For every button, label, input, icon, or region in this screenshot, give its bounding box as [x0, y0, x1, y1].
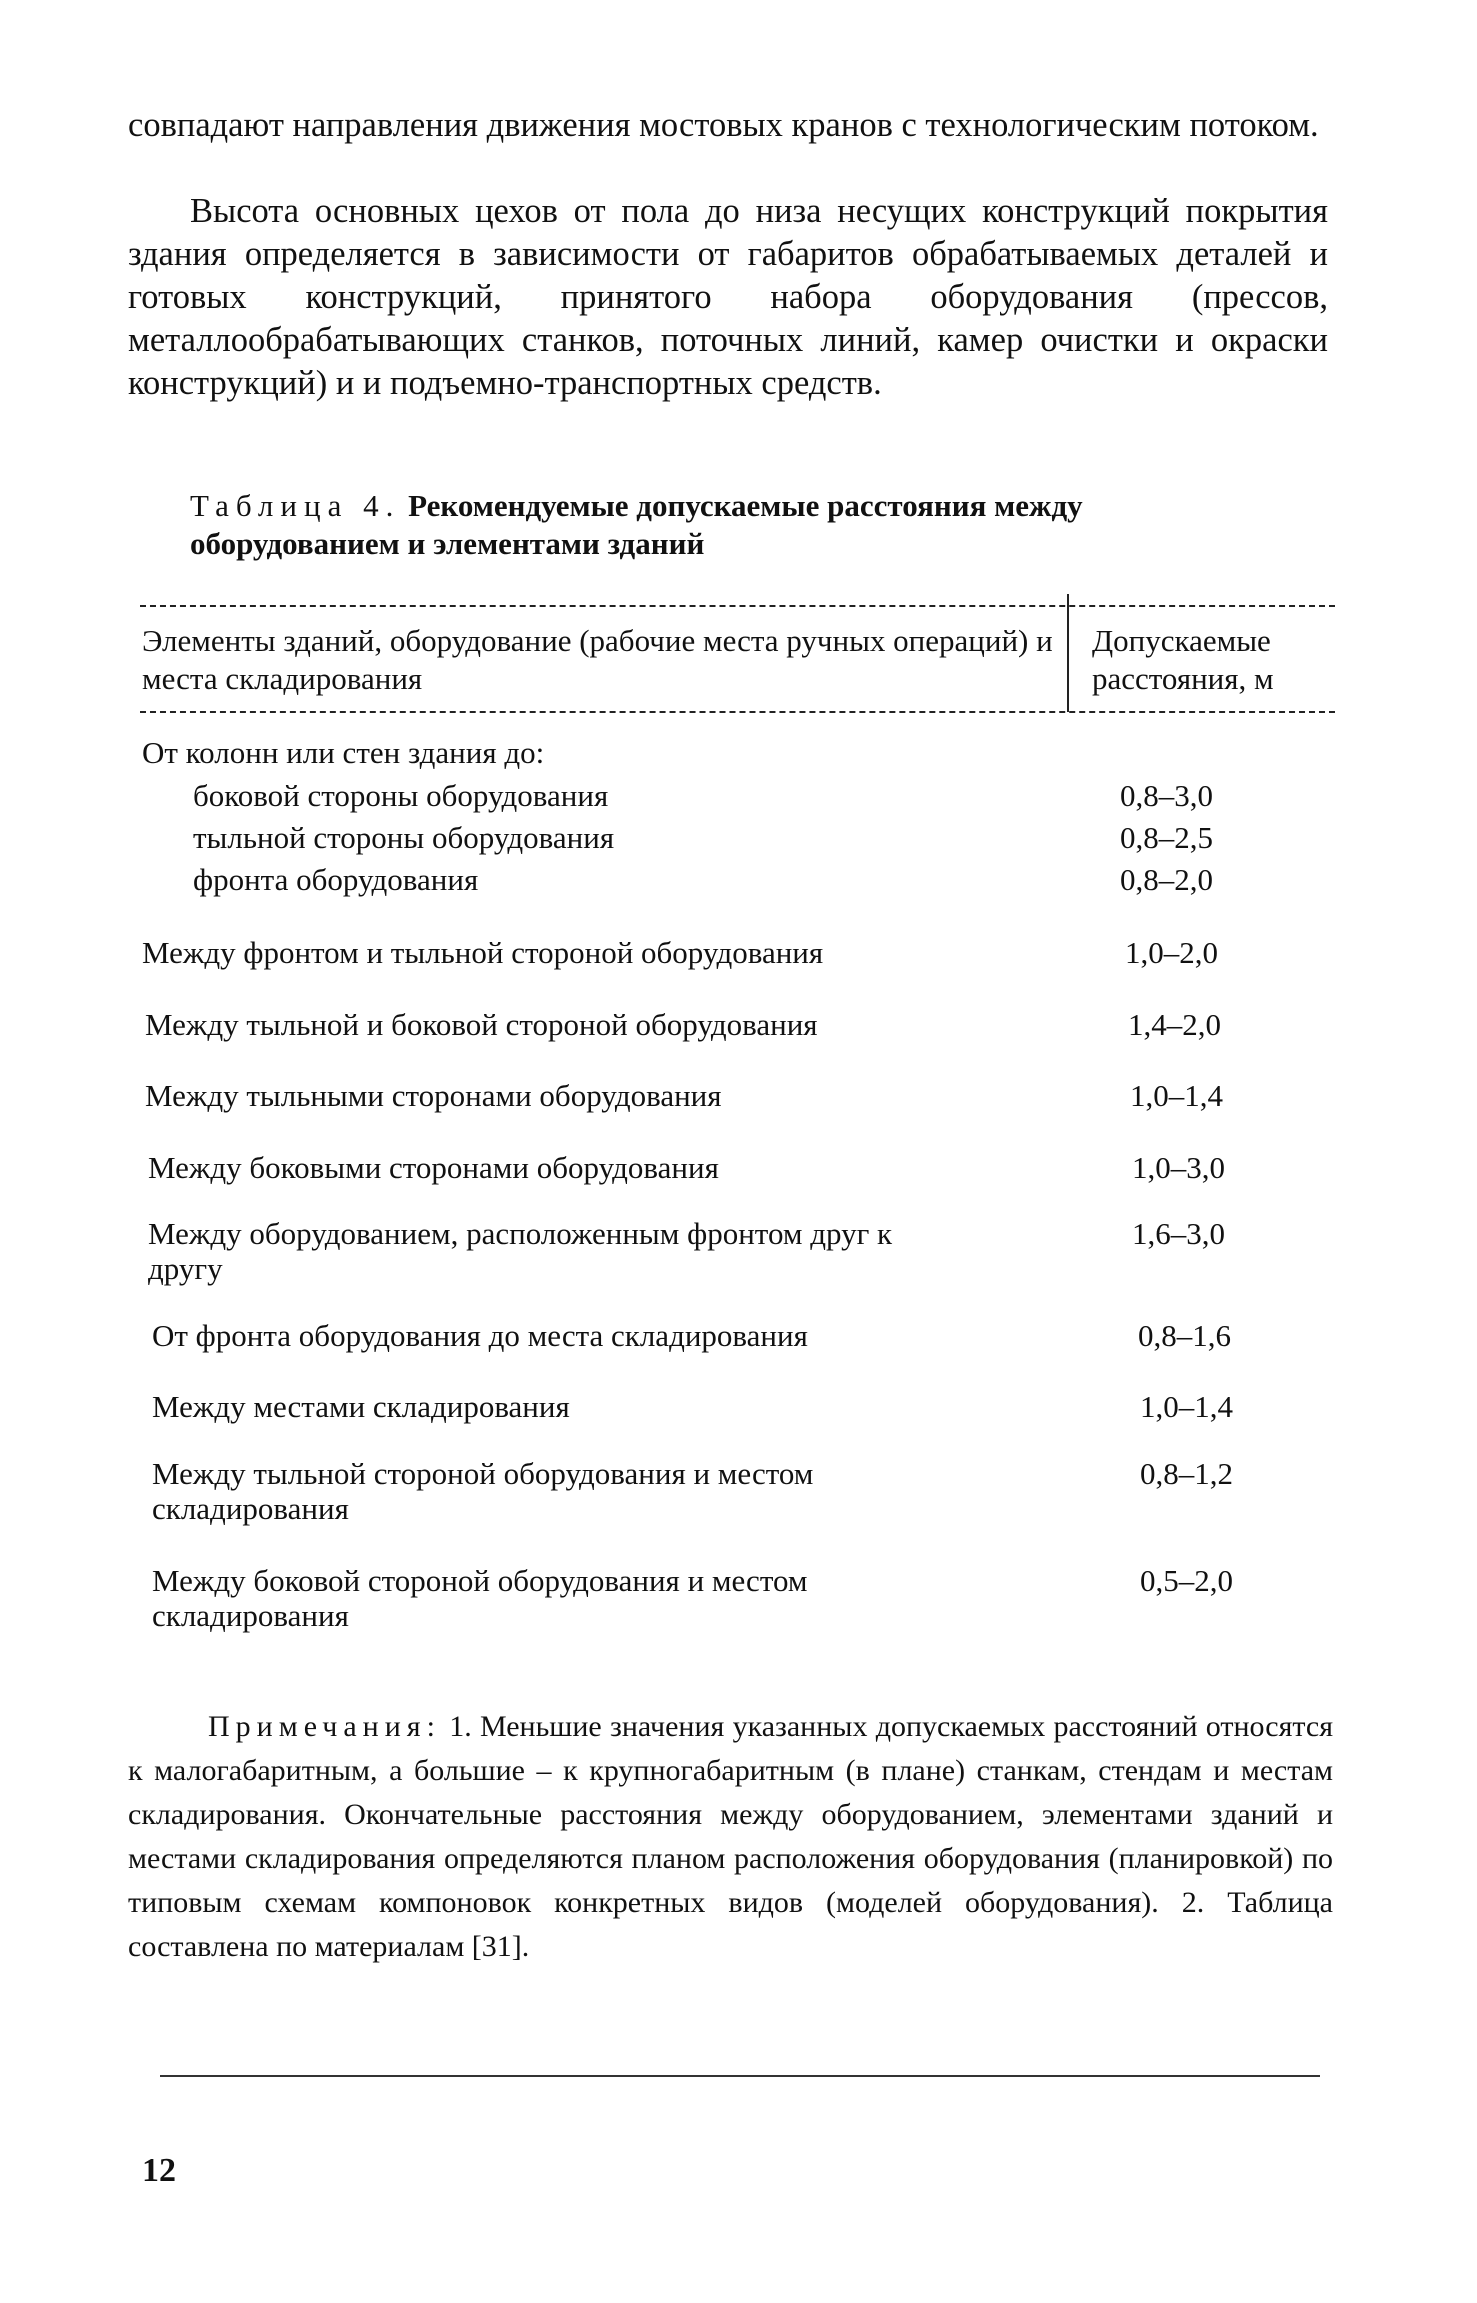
body-paragraph-1: совпадают направления движения мостовых кранов с технологическим потоком. — [128, 106, 1319, 144]
table-row-value: 0,8–2,0 — [1120, 862, 1213, 897]
table-row-value: 0,8–1,2 — [1140, 1456, 1233, 1491]
table-row-label: боковой стороны оборудования — [193, 778, 609, 813]
table-caption — [190, 487, 1290, 563]
table-row-label: От колонн или стен здания до: — [142, 735, 545, 770]
table-row-value: 1,0–2,0 — [1125, 935, 1218, 970]
table-top-rule — [140, 605, 1335, 607]
table-row-label: Между тыльной и боковой стороной оборудования — [145, 1007, 818, 1042]
page-number: 12 — [142, 2152, 176, 2189]
table-row-label: Между тыльной стороной оборудования и местом складирования — [152, 1456, 814, 1526]
table-notes — [128, 1705, 1333, 1969]
table-header-separator — [1067, 594, 1069, 712]
notes-bottom-rule — [160, 2075, 1320, 2077]
table-row-value: 0,8–2,5 — [1120, 820, 1213, 855]
table-row-value: 1,0–1,4 — [1130, 1078, 1223, 1113]
table-row-label: фронта оборудования — [193, 862, 479, 897]
table-header-rule — [140, 711, 1335, 713]
table-row-value: 1,0–3,0 — [1132, 1150, 1225, 1185]
table-caption-title: Рекомендуемые допускаемые расстояния между оборудованием и элементами зданий — [190, 488, 1083, 561]
table-header-elements: Элементы зданий, оборудование (рабочие места ручных операций) и места складирования — [142, 623, 1053, 696]
table-header-distances: Допускаемые расстояния, м — [1092, 623, 1274, 696]
table-row-label: Между тыльными сторонами оборудования — [145, 1078, 722, 1113]
table-row-label: тыльной стороны оборудования — [193, 820, 615, 855]
notes-text: 1. Меньшие значения указанных допускаемых расстояний относятся к малогабаритным, а большие – к крупногабаритным (в плане) станкам, стендам и местам складирования. Окончательные расстояния между оборудованием, элементами зданий и местами складирования определяются планом расположения оборудования (планировкой) по типовым схемам компоновок конкретных видов (моделей оборудования). 2. Таблица составлена по материалам [31]. — [128, 1710, 1334, 1963]
body-paragraph-2: Высота основных цехов от пола до низа несущих конструкций покрытия здания определяется в зависимости от габаритов обрабатываемых деталей и готовых конструкций, принятого набора оборудования (прессов, металлообрабатывающих станков, поточных линий, камер очистки и окраски конструкций) и и подъемно-транспортных средств. — [128, 192, 1328, 402]
table-caption-prefix: Таблица 4. — [190, 488, 401, 523]
table-row-label: Между боковыми сторонами оборудования — [148, 1150, 719, 1185]
notes-lead: Примечания: — [208, 1710, 441, 1743]
table-row-label: Между боковой стороной оборудования и местом складирования — [152, 1563, 808, 1633]
table-row-value: 1,4–2,0 — [1128, 1007, 1221, 1042]
table-row-value: 1,6–3,0 — [1132, 1216, 1225, 1251]
table-row-label: От фронта оборудования до места складирования — [152, 1318, 808, 1353]
table-row-value: 0,5–2,0 — [1140, 1563, 1233, 1598]
table-row-value: 0,8–3,0 — [1120, 778, 1213, 813]
table-row-label: Между оборудованием, расположенным фронтом друг к другу — [148, 1216, 893, 1286]
table-row-label: Между фронтом и тыльной стороной оборудования — [142, 935, 824, 970]
table-row-label: Между местами складирования — [152, 1389, 570, 1424]
table-row-value: 0,8–1,6 — [1138, 1318, 1231, 1353]
table-row-value: 1,0–1,4 — [1140, 1389, 1233, 1424]
